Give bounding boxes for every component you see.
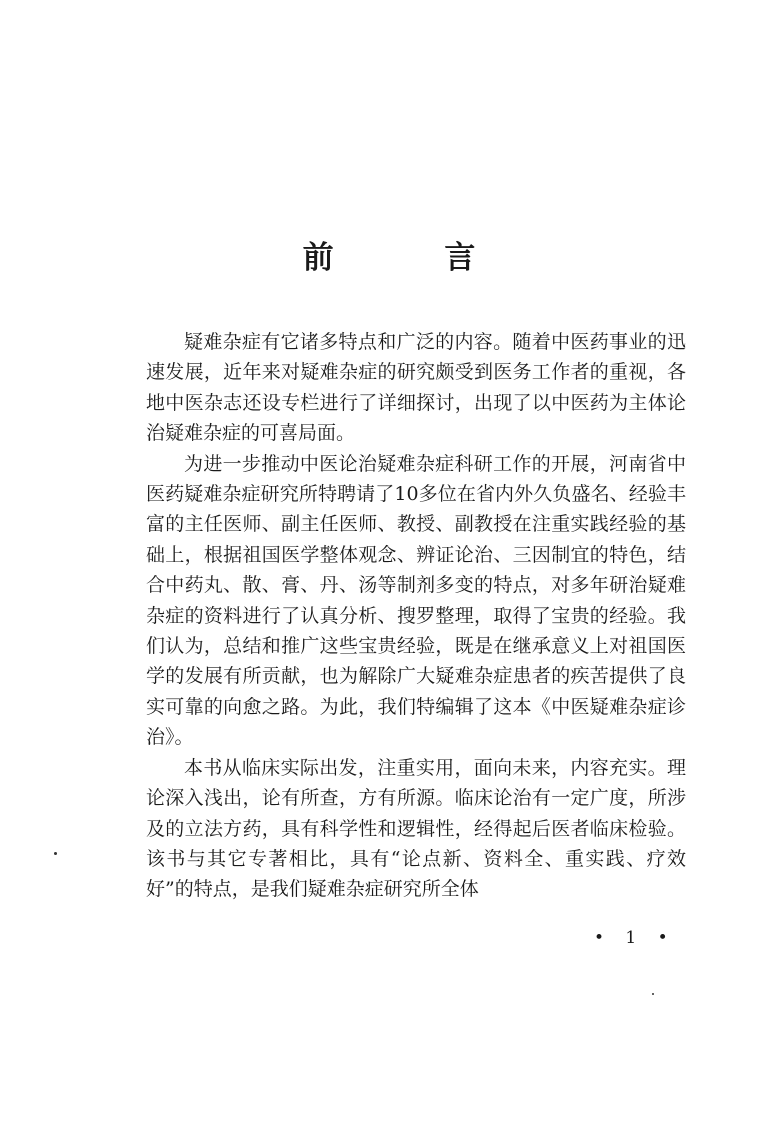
scan-speck	[652, 993, 654, 995]
paragraph-3: 本书从临床实际出发，注重实用，面向未来，内容充实。理论深入浅出，论有所查，方有所源。临床论治有一定广度，所涉及的立法方药，具有科学性和逻辑性，经得起后医者临床检验。该书与其它专著相比，具有“论点新、资料全、重实践、疗效好”的特点，是我们疑难杂症研究所全体	[146, 756, 686, 901]
page-title: 前 言	[302, 240, 526, 276]
page-number: • 1 •	[594, 928, 676, 948]
scan-speck	[54, 852, 57, 855]
preface-body	[146, 327, 686, 905]
paragraph-2: 为进一步推动中医论治疑难杂症科研工作的开展，河南省中医药疑难杂症研究所特聘请了10多位在省内外久负盛名、经验丰富的主任医师、副主任医师、教授、副教授在注重实践经验的基础上，根据祖国医学整体观念、辨证论治、三因制宜的特色，结合中药丸、散、膏、丹、汤等制剂多变的特点，对多年研治疑难杂症的资料进行了认真分析、搜罗整理，取得了宝贵的经验。我们认为，总结和推广这些宝贵经验，既是在继承意义上对祖国医学的发展有所贡献，也为解除广大疑难杂症患者的疾苦提供了良实可靠的向愈之路。为此，我们特编辑了这本《中医疑难杂症诊治》。	[146, 452, 686, 749]
paragraph-1: 疑难杂症有它诸多特点和广泛的内容。随着中医药事业的迅速发展，近年来对疑难杂症的研究颇受到医务工作者的重视，各地中医杂志还设专栏进行了详细探讨，出现了以中医药为主体论治疑难杂症的可喜局面。	[146, 331, 686, 445]
